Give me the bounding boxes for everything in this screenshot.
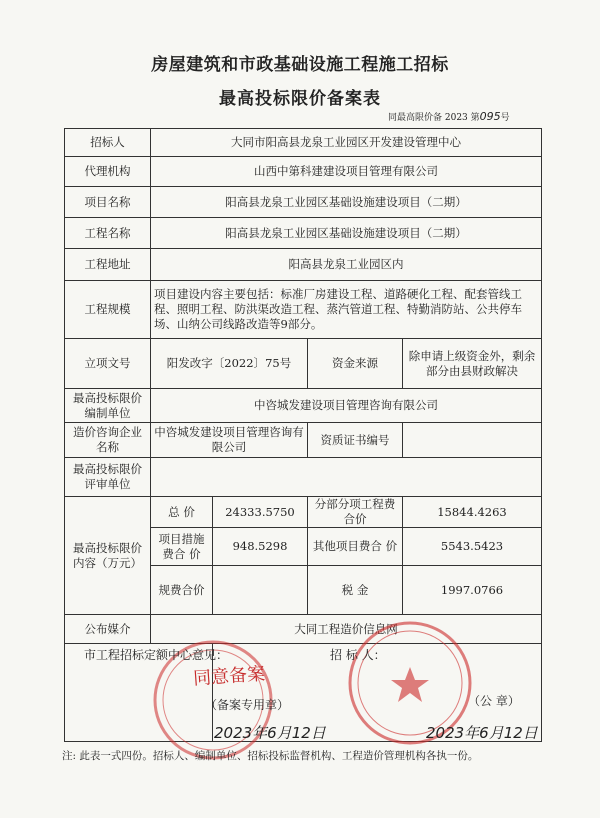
compiler-value: 中咨城发建设项目管理咨询有限公司 bbox=[151, 389, 542, 423]
footnote: 注: 此表一式四份。招标人、编制单位、招标投标监督机构、工程造价管理机构各执一份。 bbox=[62, 750, 479, 762]
agency-label: 代理机构 bbox=[65, 157, 151, 187]
content-label: 最高投标限价内容（万元） bbox=[65, 497, 151, 615]
date-left: 2023年6月12日 bbox=[214, 724, 326, 742]
other-value: 5543.5423 bbox=[403, 528, 542, 566]
scale-value: 项目建设内容主要包括：标准厂房建设工程、道路硬化工程、配套管线工程、照明工程、防洪渠改造工程、蒸汽管道工程、特勤消防站、公共停车场、山纳公司线路改造等9部分。 bbox=[151, 281, 542, 339]
row-scale bbox=[65, 281, 542, 339]
cert-value bbox=[403, 423, 542, 458]
row-project-name bbox=[65, 187, 542, 218]
approval-label: 立项文号 bbox=[65, 339, 151, 389]
subitem-label: 分部分项工程费合价 bbox=[308, 497, 403, 528]
official-seal-caption: （公 章） bbox=[468, 694, 520, 708]
row-agency bbox=[65, 157, 542, 187]
tax-value: 1997.0766 bbox=[403, 566, 542, 615]
approval-seal-caption: （备案专用章） bbox=[205, 698, 290, 712]
tenderer-sign-label: 招 标 人： bbox=[330, 648, 386, 662]
row-cost-firm bbox=[65, 423, 542, 458]
review-label: 最高投标限价评审单位 bbox=[65, 458, 151, 497]
form-title-line2: 最高投标限价备案表 bbox=[219, 89, 381, 109]
project-name-value: 阳高县龙泉工业园区基础设施建设项目（二期） bbox=[151, 187, 542, 218]
scale-label: 工程规模 bbox=[65, 281, 151, 339]
compiler-label: 最高投标限价编制单位 bbox=[65, 389, 151, 423]
fund-value: 除申请上级资金外，剩余部分由县财政解决 bbox=[403, 339, 542, 389]
record-number-prefix: 同最高限价备 2023 第 bbox=[388, 113, 480, 123]
other-label: 其他项目费合 价 bbox=[308, 528, 403, 566]
subitem-value: 15844.4263 bbox=[403, 497, 542, 528]
row-tenderer bbox=[65, 129, 542, 157]
cost-firm-value: 中咨城发建设项目管理咨询有限公司 bbox=[151, 423, 308, 458]
tenderer-value: 大同市阳高县龙泉工业园区开发建设管理中心 bbox=[151, 129, 542, 157]
agency-value: 山西中第科建建设项目管理有限公司 bbox=[151, 157, 542, 187]
date-right: 2023年6月12日 bbox=[426, 724, 538, 742]
tax-label: 税 金 bbox=[308, 566, 403, 615]
centre-opinion-label: 市工程招标定额中心意见： bbox=[84, 648, 229, 662]
works-name-value: 阳高县龙泉工业园区基础设施建设项目（二期） bbox=[151, 218, 542, 249]
tenderer-label: 招标人 bbox=[65, 129, 151, 157]
record-number-suffix: 号 bbox=[500, 113, 510, 123]
record-number-handwritten: 095 bbox=[479, 110, 501, 123]
approval-value: 阳发改字〔2022〕75号 bbox=[151, 339, 308, 389]
row-review bbox=[65, 458, 542, 497]
row-approval bbox=[65, 339, 542, 389]
measure-label: 项目措施费合 价 bbox=[151, 528, 213, 566]
row-works-name bbox=[65, 218, 542, 249]
total-value: 24333.5750 bbox=[213, 497, 308, 528]
works-address-value: 阳高县龙泉工业园区内 bbox=[151, 249, 542, 281]
form-title-line1: 房屋建筑和市政基础设施工程施工招标 bbox=[151, 55, 449, 75]
cost-firm-label: 造价咨询企业名称 bbox=[65, 423, 151, 458]
row-media bbox=[65, 615, 542, 644]
works-address-label: 工程地址 bbox=[65, 249, 151, 281]
measure-value: 948.5298 bbox=[213, 528, 308, 566]
media-label: 公布媒介 bbox=[65, 615, 151, 644]
record-number bbox=[388, 110, 510, 123]
fund-label: 资金来源 bbox=[308, 339, 403, 389]
project-name-label: 项目名称 bbox=[65, 187, 151, 218]
row-compiler bbox=[65, 389, 542, 423]
media-value: 大同工程造价信息网 bbox=[151, 615, 542, 644]
row-total bbox=[65, 497, 542, 528]
cert-label: 资质证书编号 bbox=[308, 423, 403, 458]
fee-value bbox=[213, 566, 308, 615]
approval-seal-text: 同意备案 bbox=[192, 663, 266, 690]
fee-label: 规费合价 bbox=[151, 566, 213, 615]
works-name-label: 工程名称 bbox=[65, 218, 151, 249]
review-value bbox=[151, 458, 542, 497]
total-label: 总 价 bbox=[151, 497, 213, 528]
row-works-address bbox=[65, 249, 542, 281]
